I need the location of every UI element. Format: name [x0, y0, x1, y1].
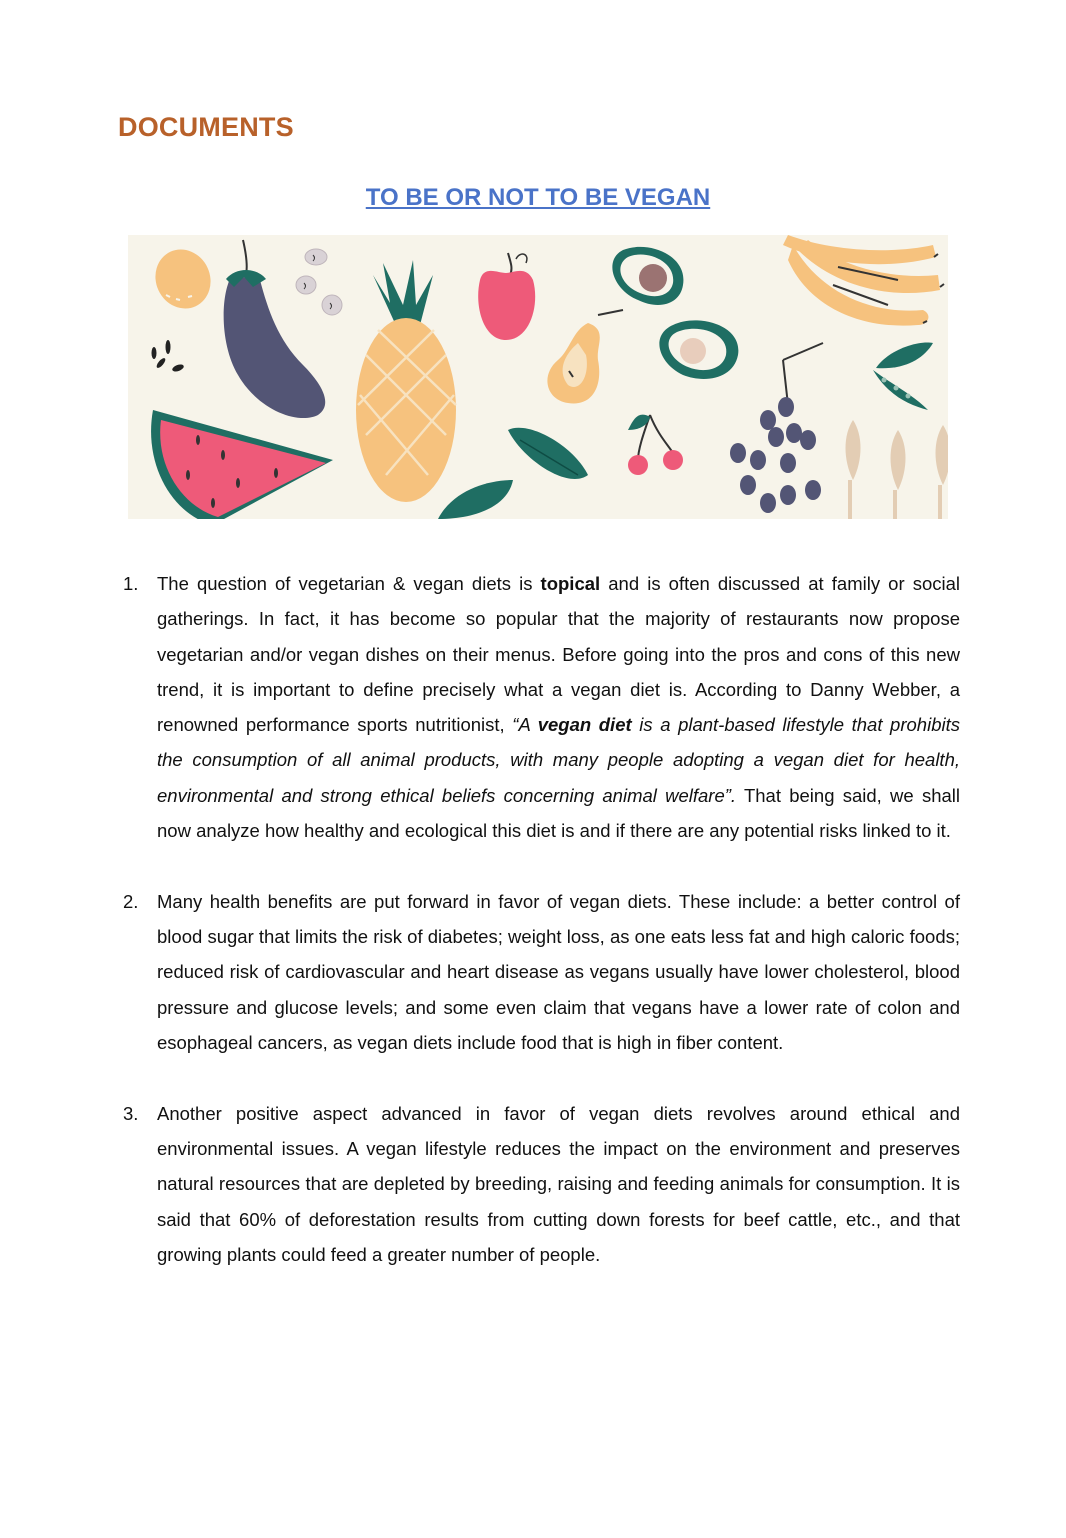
- leaf-icon: [876, 342, 933, 368]
- cherry-icon: [628, 415, 683, 475]
- list-item-text: Another positive aspect advanced in favor of vegan diets revolves around ethical and environmental issues. A vegan lifestyle reduces the impact on the environment and preserves natural resources that are depleted by breeding, raising and feeding animals for consumption. It is said that 60% of deforestation results from cutting down forests for beef cattle, etc., and that growing plants could feed a greater number of people.: [157, 1102, 960, 1266]
- pear-icon: [547, 310, 623, 403]
- lemon-icon: [146, 240, 220, 317]
- seeds-icon: [152, 340, 185, 373]
- list-item: [118, 884, 960, 1060]
- list-item: [118, 566, 960, 848]
- banana-icon: [783, 235, 944, 326]
- list-item-number: 2.: [123, 890, 139, 912]
- grape-icon: [730, 343, 823, 513]
- bold-text: topical: [540, 573, 601, 594]
- wheat-icon: [846, 420, 949, 519]
- list-item-number: 1.: [123, 573, 139, 594]
- bold-italic-text: vegan diet: [537, 714, 632, 736]
- pineapple-icon: [356, 260, 456, 502]
- pea-pod-icon: [873, 370, 928, 410]
- list-item-number: 3.: [123, 1102, 139, 1124]
- list-item-text: [157, 566, 960, 848]
- list-item: [118, 1096, 960, 1272]
- leaf-icon: [438, 428, 588, 519]
- watermelon-icon: [151, 410, 333, 519]
- text-run: and is often discussed at family or social gatherings. In fact, it has become so popular that the majority of restaurants now propose vegetarian and/or vegan dishes on their menus. Before going into the pros and cons of this new trend, it is important to define precisely what a vegan diet is. According to Danny Webber, a renowned performance sports nutritionist,: [157, 573, 961, 736]
- text-run: is a plant-based lifestyle that prohibits the consumption of all animal products, with many people adopting a vegan diet for health, environmental and strong ethical beliefs concerning animal welfare”.: [157, 714, 960, 806]
- apple-icon: [478, 253, 535, 340]
- numbered-list: [118, 566, 960, 1308]
- document-title: TO BE OR NOT TO BE VEGAN: [365, 184, 711, 211]
- list-item-text: Many health benefits are put forward in favor of vegan diets. These include: a better control of blood sugar that limits the risk of diabetes; weight loss, as one eats less fat and high caloric foods; reduced risk of cardiovascular and heart disease as vegans usually have lower cholesterol, blood pressure and glucose levels; and some even claim that vegans have a lower rate of colon and esophageal cancers, as vegan diets include food that is high in fiber content.: [157, 890, 960, 1054]
- avocado-icon: [612, 247, 738, 379]
- text-run: “A: [512, 714, 538, 736]
- eggplant-icon: [224, 240, 326, 418]
- section-heading: DOCUMENTS: [118, 112, 294, 142]
- text-run: The question of vegetarian & vegan diets is: [157, 573, 541, 594]
- text-run: That being said, we shall now analyze how healthy and ecological this diet is and if there are any potential risks linked to it.: [157, 784, 960, 842]
- mushroom-icon: [296, 249, 342, 315]
- fruit-vegetable-banner: [128, 235, 948, 519]
